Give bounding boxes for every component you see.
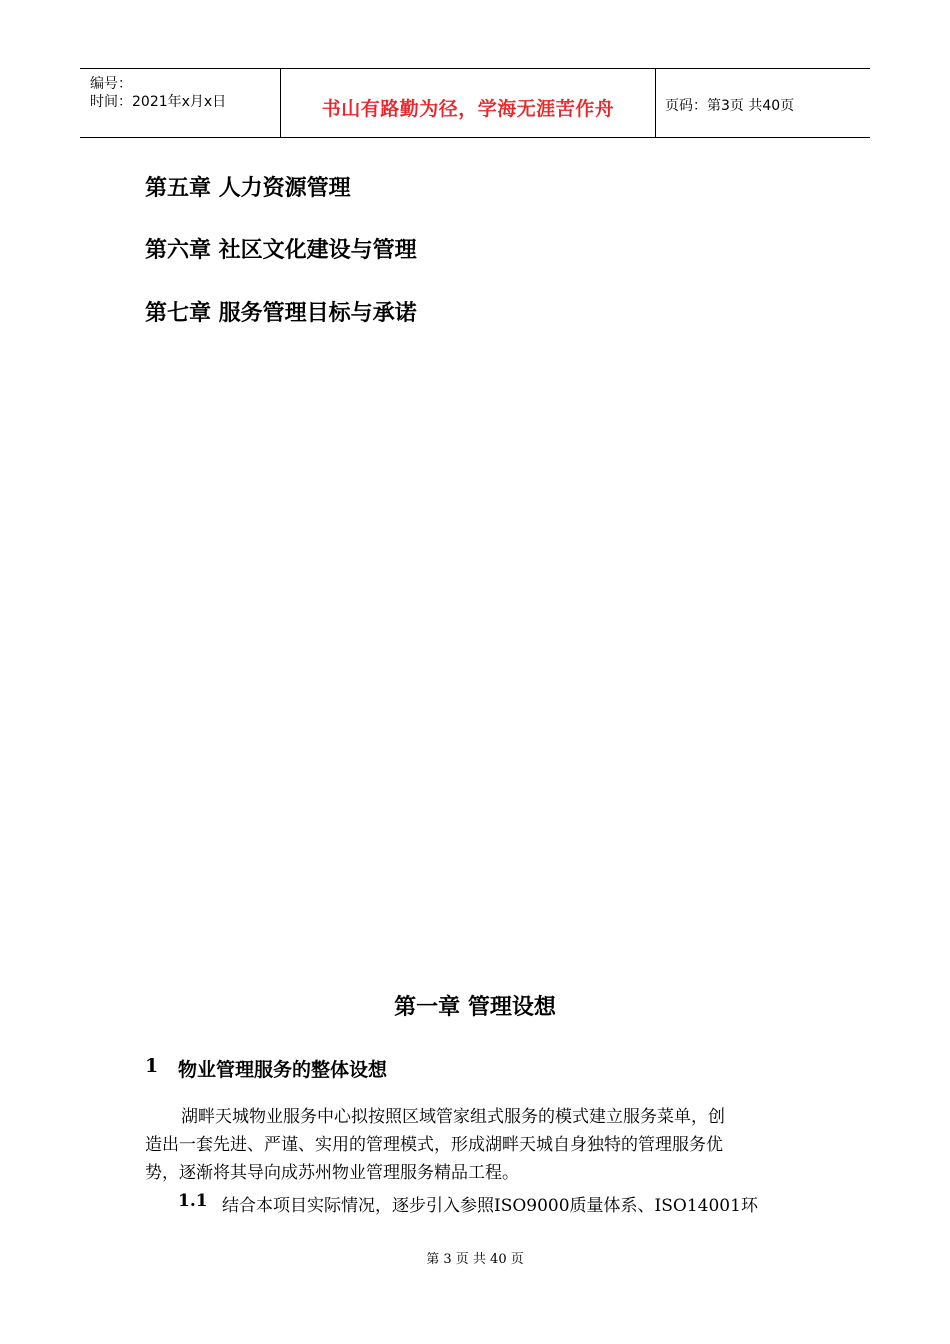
document-date: 时间：2021年x月x日: [90, 94, 227, 110]
toc-chapter-7: 第七章 服务管理目标与承诺: [145, 301, 417, 326]
chapter-title: 第一章 管理设想: [394, 995, 556, 1020]
page-header: [80, 68, 870, 138]
header-left-cell: [80, 69, 280, 137]
paragraph-line: 造出一套先进、严谨、实用的管理模式，形成湖畔天城自身独特的管理服务优: [145, 1135, 723, 1155]
toc-chapter-5: 第五章 人力资源管理: [145, 176, 351, 201]
header-motto-cell: [280, 69, 656, 137]
subsection-number: 1.1: [178, 1191, 208, 1211]
section-number: 1: [145, 1055, 159, 1077]
paragraph-line: 湖畔天城物业服务中心拟按照区域管家组式服务的模式建立服务菜单，创: [181, 1107, 725, 1127]
header-right-cell: [655, 69, 870, 137]
page-footer: 第 3 页 共 40 页: [426, 1252, 524, 1267]
subsection-text: 结合本项目实际情况，逐步引入参照ISO9000质量体系、ISO14001环: [222, 1196, 758, 1216]
section-title: 物业管理服务的整体设想: [178, 1059, 388, 1081]
toc-chapter-6: 第六章 社区文化建设与管理: [145, 238, 417, 263]
document-number-label: 编号：: [90, 76, 132, 92]
header-motto: 书山有路勤为径，学海无涯苦作舟: [321, 98, 615, 120]
body-paragraph: [145, 1103, 813, 1187]
header-page-code: 页码：第3页 共40页: [665, 98, 795, 114]
paragraph-line: 势，逐渐将其导向成苏州物业管理服务精品工程。: [145, 1163, 519, 1183]
